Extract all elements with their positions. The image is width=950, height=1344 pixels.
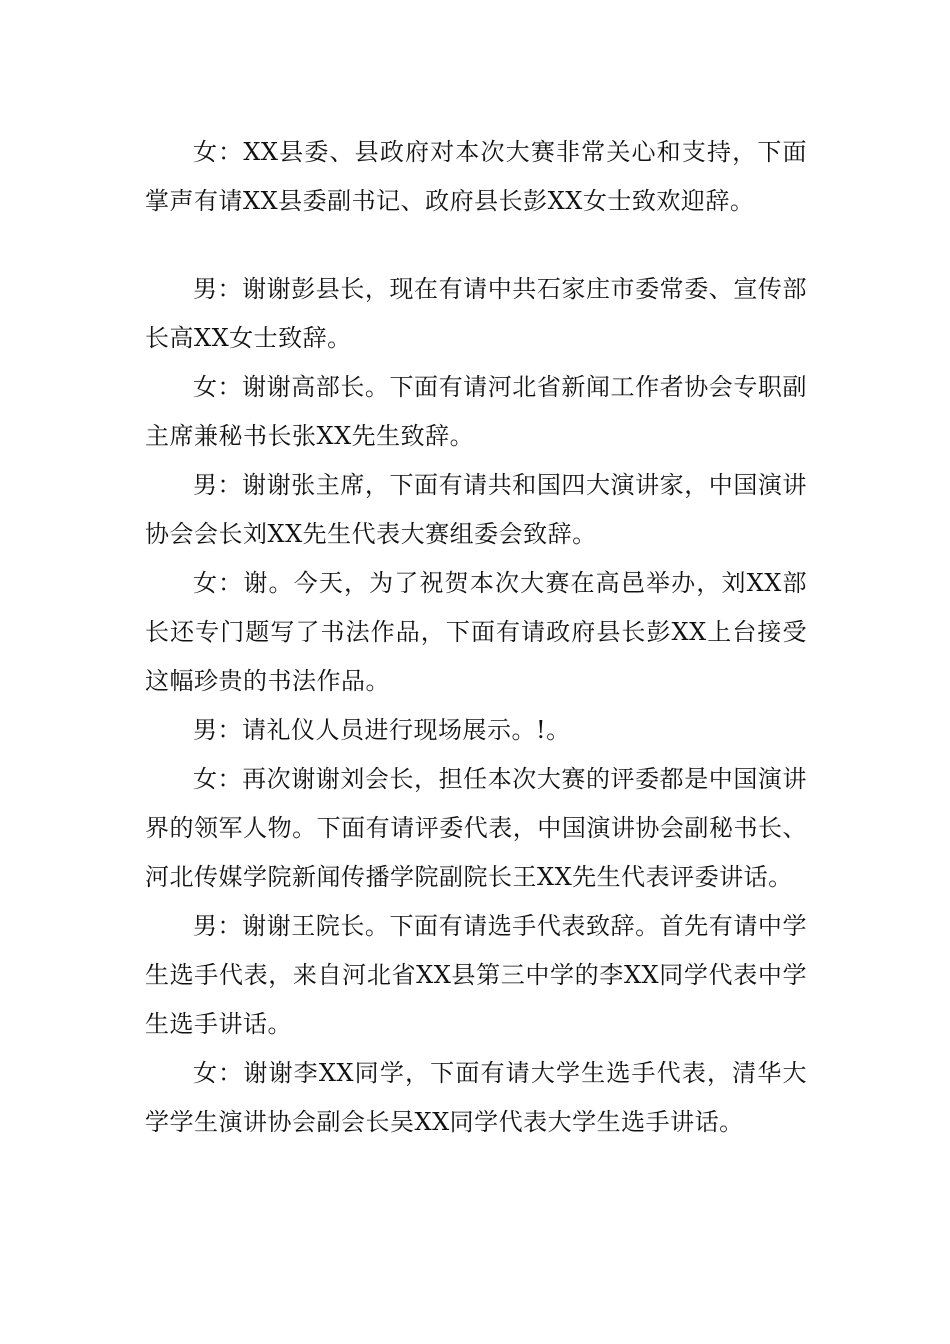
paragraph-8: 男：谢谢王院长。下面有请选手代表致辞。首先有请中学生选手代表，来自河北省XX县第三中学的李XX同学代表中学生选手讲话。 [145,912,807,1038]
paragraph-2: 男：谢谢彭县长，现在有请中共石家庄市委常委、宣传部长高XX女士致辞。 [145,275,807,352]
paragraph-9: 女：谢谢李XX同学，下面有请大学生选手代表，清华大学学生演讲协会副会长吴XX同学代表大学生选手讲话。 [145,1059,807,1136]
paragraph-3: 女：谢谢高部长。下面有请河北省新闻工作者协会专职副主席兼秘书长张XX先生致辞。 [145,373,807,450]
document-body [145,128,807,1147]
paragraph-6: 男：请礼仪人员进行现场展示。!。 [193,716,571,744]
paragraph-1: 女：XX县委、县政府对本次大赛非常关心和支持，下面掌声有请XX县委副书记、政府县长彭XX女士致欢迎辞。 [145,138,807,215]
paragraph-5: 女：谢。今天，为了祝贺本次大赛在高邑举办，刘XX部长还专门题写了书法作品，下面有请政府县长彭XX上台接受这幅珍贵的书法作品。 [145,569,807,695]
paragraph-7: 女：再次谢谢刘会长，担任本次大赛的评委都是中国演讲界的领军人物。下面有请评委代表，中国演讲协会副秘书长、河北传媒学院新闻传播学院副院长王XX先生代表评委讲话。 [145,765,807,891]
paragraph-4: 男：谢谢张主席，下面有请共和国四大演讲家，中国演讲协会会长刘XX先生代表大赛组委会致辞。 [145,471,807,548]
